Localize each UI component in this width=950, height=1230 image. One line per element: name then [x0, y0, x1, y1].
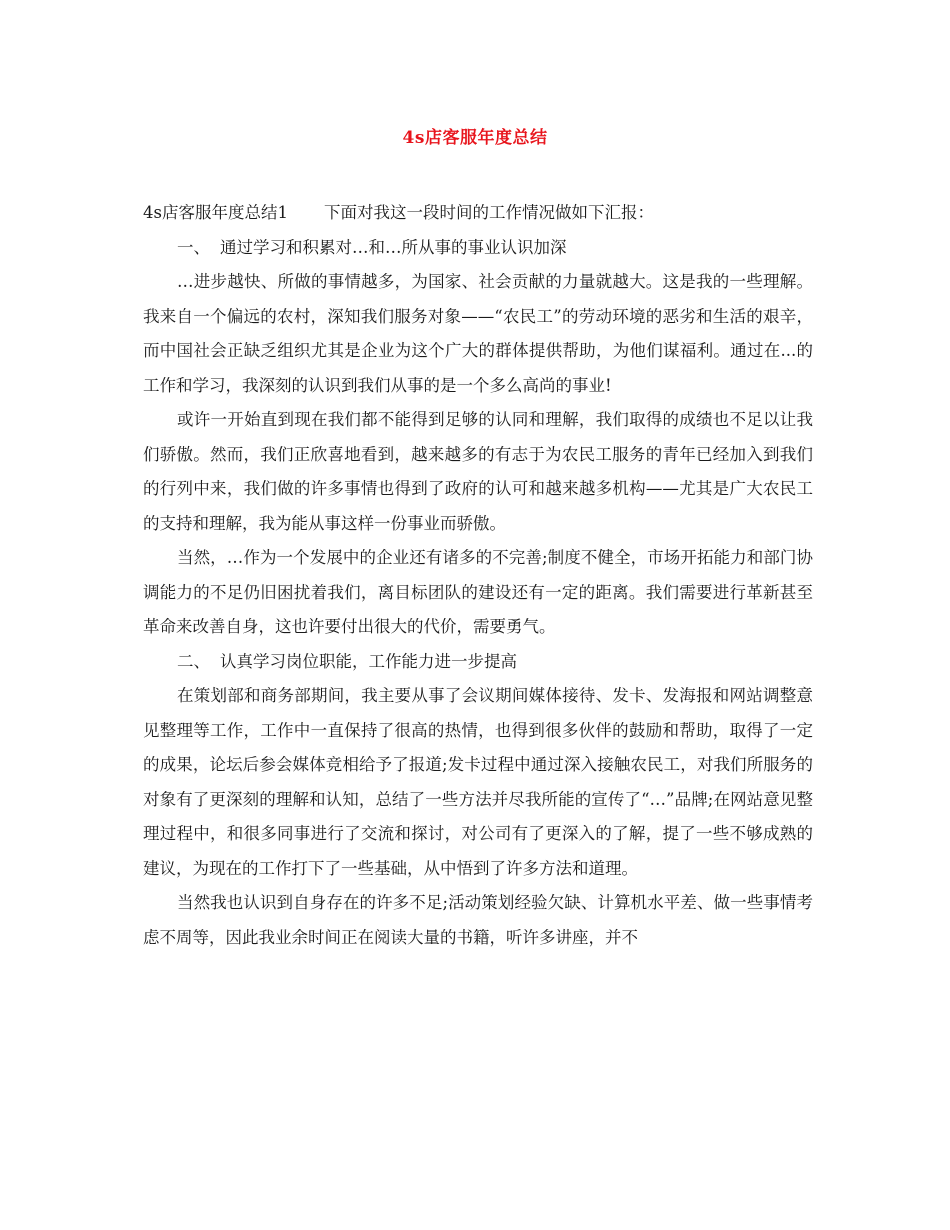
intro-line — [143, 196, 813, 231]
section-heading-1 — [143, 231, 813, 266]
section-heading-2 — [143, 645, 813, 680]
section-title-2: 认真学习岗位职能，工作能力进一步提高 — [220, 651, 517, 671]
document-title: 4s店客服年度总结 — [402, 128, 548, 148]
paragraph-4: 在策划部和商务部期间，我主要从事了会议期间媒体接待、发卡、发海报和网站调整意见整理等工作，工作中一直保持了很高的热情，也得到很多伙伴的鼓励和帮助，取得了一定的成果，论坛后参会媒体竞相给予了报道;发卡过程中通过深入接触农民工，对我们所服务的对象有了更深刻的理解和认知，总结了一些方法并尽我所能的宣传了“…”品牌;在网站意见整理过程中，和很多同事进行了交流和探讨，对公司有了更深入的了解，提了一些不够成熟的建议，为现在的工作打下了一些基础，从中悟到了许多方法和道理。 — [143, 686, 813, 878]
paragraph-5: 当然我也认识到自身存在的许多不足;活动策划经验欠缺、计算机水平差、做一些事情考虑不周等，因此我业余时间正在阅读大量的书籍，听许多讲座，并不 — [143, 893, 813, 947]
section-number-1: 一、 — [177, 237, 210, 257]
section-title-1: 通过学习和积累对…和…所从事的事业认识加深 — [220, 237, 567, 257]
section-number-2: 二、 — [177, 651, 210, 671]
intro-text: 下面对我这一段时间的工作情况做如下汇报： — [323, 203, 654, 222]
paragraph-1: …进步越快、所做的事情越多，为国家、社会贡献的力量就越大。这是我的一些理解。我来自一个偏远的农村，深知我们服务对象——“农民工”的劳动环境的恶劣和生活的艰辛，而中国社会正缺乏组织尤其是企业为这个广大的群体提供帮助，为他们谋福利。通过在...的工作和学习，我深刻的认识到我们从事的是一个多么高尚的事业! — [143, 272, 813, 395]
document-body — [143, 196, 813, 955]
paragraph-3: 当然，…作为一个发展中的企业还有诸多的不完善;制度不健全，市场开拓能力和部门协调能力的不足仍旧困扰着我们，离目标团队的建设还有一定的距离。我们需要进行革新甚至革命来改善自身，这也许要付出很大的代价，需要勇气。 — [143, 548, 813, 636]
paragraph-2: 或许一开始直到现在我们都不能得到足够的认同和理解，我们取得的成绩也不足以让我们骄傲。然而，我们正欣喜地看到，越来越多的有志于为农民工服务的青年已经加入到我们的行列中来，我们做的许多事情也得到了政府的认可和越来越多机构——尤其是广大农民工的支持和理解，我为能从事这样一份事业而骄傲。 — [143, 410, 813, 533]
intro-label: 4s店客服年度总结1 — [143, 203, 288, 222]
